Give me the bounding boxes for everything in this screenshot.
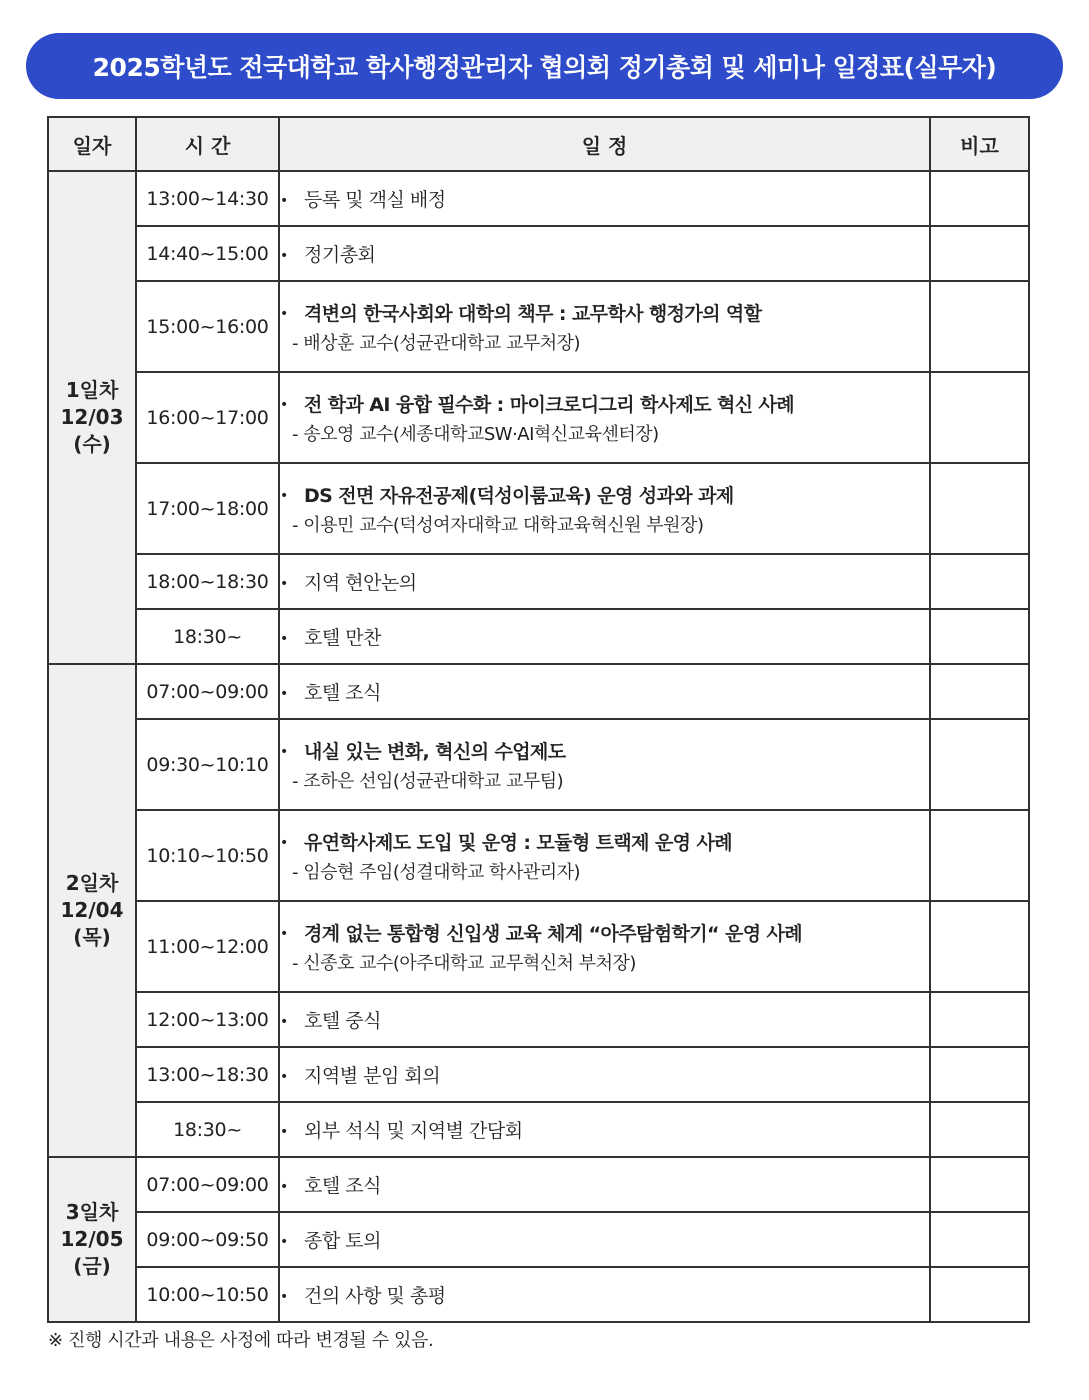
event-title: 경계 없는 통합형 신입생 교육 체계 “아주탐험학기“ 운영 사례	[304, 922, 802, 945]
time-cell: 12:00~13:00	[136, 992, 279, 1047]
header-time: 시 간	[136, 117, 279, 171]
event-cell	[279, 171, 930, 226]
event-cell	[279, 463, 930, 554]
header-note: 비고	[930, 117, 1029, 171]
time-cell: 13:00~18:30	[136, 1047, 279, 1102]
event-cell	[279, 901, 930, 992]
event-title: 내실 있는 변화, 혁신의 수업제도	[304, 740, 566, 763]
event-cell	[279, 1047, 930, 1102]
table-row	[48, 1157, 1029, 1212]
time-cell: 18:00~18:30	[136, 554, 279, 609]
event-title: 전 학과 AI 융합 필수화 : 마이크로디그리 학사제도 혁신 사례	[304, 393, 795, 416]
event-title: 외부 석식 및 지역별 간담회	[304, 1120, 523, 1142]
day-label: 1일차	[65, 378, 119, 402]
table-row	[48, 1047, 1029, 1102]
bullet-icon: •	[280, 397, 289, 413]
event-cell	[279, 609, 930, 664]
bullet-icon: •	[280, 1288, 289, 1305]
event-title: 격변의 한국사회와 대학의 책무 : 교무학사 행정가의 역할	[304, 302, 762, 325]
event-title: 종합 토의	[304, 1230, 381, 1252]
time-cell: 07:00~09:00	[136, 1157, 279, 1212]
note-cell	[930, 1102, 1029, 1157]
table-row	[48, 281, 1029, 372]
day-label: 2일차	[65, 871, 119, 895]
day-cell-2	[48, 664, 136, 1157]
event-cell	[279, 810, 930, 901]
note-cell	[930, 609, 1029, 664]
time-cell: 09:30~10:10	[136, 719, 279, 810]
bullet-icon: •	[280, 1013, 289, 1030]
day-date: 12/05	[60, 1227, 124, 1251]
bullet-icon: •	[280, 247, 289, 264]
event-cell	[279, 372, 930, 463]
note-cell	[930, 1157, 1029, 1212]
event-title: 건의 사항 및 총평	[304, 1285, 446, 1307]
table-row	[48, 609, 1029, 664]
event-cell	[279, 719, 930, 810]
table-row	[48, 992, 1029, 1047]
bullet-icon: •	[280, 306, 289, 322]
event-speaker: - 송오영 교수(세종대학교SW·AI혁신교육센터장)	[292, 423, 659, 445]
day-cell-1	[48, 171, 136, 664]
footnote: ※ 진행 시간과 내용은 사정에 따라 변경될 수 있음.	[48, 1330, 434, 1351]
time-cell: 13:00~14:30	[136, 171, 279, 226]
bullet-icon: •	[280, 744, 289, 760]
event-cell	[279, 281, 930, 372]
table-row	[48, 1102, 1029, 1157]
time-cell: 10:00~10:50	[136, 1267, 279, 1322]
time-cell: 11:00~12:00	[136, 901, 279, 992]
note-cell	[930, 810, 1029, 901]
time-cell: 17:00~18:00	[136, 463, 279, 554]
page-title: 2025학년도 전국대학교 학사행정관리자 협의회 정기총회 및 세미나 일정표(실무자)	[26, 33, 1063, 99]
event-cell	[279, 226, 930, 281]
table-row	[48, 1267, 1029, 1322]
table-row	[48, 664, 1029, 719]
day-date: 12/03	[60, 405, 124, 429]
bullet-icon: •	[280, 488, 289, 504]
event-title: 유연학사제도 도입 및 운영 : 모듈형 트랙제 운영 사례	[304, 831, 732, 854]
event-title: 호텔 중식	[304, 1010, 381, 1032]
header-day: 일자	[48, 117, 136, 171]
note-cell	[930, 554, 1029, 609]
event-title: 호텔 조식	[304, 1175, 381, 1197]
note-cell	[930, 281, 1029, 372]
day-label: 3일차	[65, 1200, 119, 1224]
table-header-row	[48, 117, 1029, 171]
event-speaker: - 임승현 주임(성결대학교 학사관리자)	[292, 861, 581, 883]
event-title: 호텔 만찬	[304, 627, 381, 649]
event-cell	[279, 1267, 930, 1322]
event-cell	[279, 1102, 930, 1157]
day-weekday: (금)	[73, 1254, 111, 1278]
bullet-icon: •	[280, 192, 289, 209]
event-title: 지역 현안논의	[304, 572, 417, 594]
event-speaker: - 배상훈 교수(성균관대학교 교무처장)	[292, 332, 581, 354]
table-row	[48, 810, 1029, 901]
event-title: 등록 및 객실 배정	[304, 189, 446, 211]
bullet-icon: •	[280, 630, 289, 647]
header-event: 일 정	[279, 117, 930, 171]
time-cell: 09:00~09:50	[136, 1212, 279, 1267]
note-cell	[930, 1047, 1029, 1102]
table-row	[48, 463, 1029, 554]
table-row	[48, 226, 1029, 281]
event-speaker: - 신종호 교수(아주대학교 교무혁신처 부처장)	[292, 952, 636, 974]
note-cell	[930, 901, 1029, 992]
bullet-icon: •	[280, 835, 289, 851]
bullet-icon: •	[280, 1233, 289, 1250]
event-cell	[279, 992, 930, 1047]
day-cell-3	[48, 1157, 136, 1322]
event-title: 호텔 조식	[304, 682, 381, 704]
note-cell	[930, 664, 1029, 719]
event-speaker: - 이용민 교수(덕성여자대학교 대학교육혁신원 부원장)	[292, 514, 704, 536]
table-row	[48, 1212, 1029, 1267]
event-title: DS 전면 자유전공제(덕성이룸교육) 운영 성과와 과제	[304, 484, 734, 507]
time-cell: 10:10~10:50	[136, 810, 279, 901]
time-cell: 14:40~15:00	[136, 226, 279, 281]
note-cell	[930, 992, 1029, 1047]
note-cell	[930, 171, 1029, 226]
time-cell: 16:00~17:00	[136, 372, 279, 463]
event-cell	[279, 1157, 930, 1212]
note-cell	[930, 1212, 1029, 1267]
note-cell	[930, 372, 1029, 463]
day-date: 12/04	[60, 898, 124, 922]
bullet-icon: •	[280, 926, 289, 942]
event-title: 지역별 분임 회의	[304, 1065, 441, 1087]
day-weekday: (수)	[73, 432, 111, 456]
bullet-icon: •	[280, 1123, 289, 1140]
time-cell: 18:30~	[136, 1102, 279, 1157]
event-cell	[279, 1212, 930, 1267]
table-row	[48, 901, 1029, 992]
table-row	[48, 372, 1029, 463]
bullet-icon: •	[280, 1068, 289, 1085]
event-cell	[279, 554, 930, 609]
time-cell: 07:00~09:00	[136, 664, 279, 719]
event-title: 정기총회	[304, 244, 376, 266]
table-row	[48, 171, 1029, 226]
event-speaker: - 조하은 선임(성균관대학교 교무팀)	[292, 770, 564, 792]
note-cell	[930, 1267, 1029, 1322]
bullet-icon: •	[280, 1178, 289, 1195]
time-cell: 15:00~16:00	[136, 281, 279, 372]
schedule-table	[47, 116, 1030, 1323]
note-cell	[930, 719, 1029, 810]
note-cell	[930, 226, 1029, 281]
note-cell	[930, 463, 1029, 554]
event-cell	[279, 664, 930, 719]
day-weekday: (목)	[73, 925, 111, 949]
bullet-icon: •	[280, 685, 289, 702]
table-row	[48, 719, 1029, 810]
time-cell: 18:30~	[136, 609, 279, 664]
table-row	[48, 554, 1029, 609]
bullet-icon: •	[280, 575, 289, 592]
